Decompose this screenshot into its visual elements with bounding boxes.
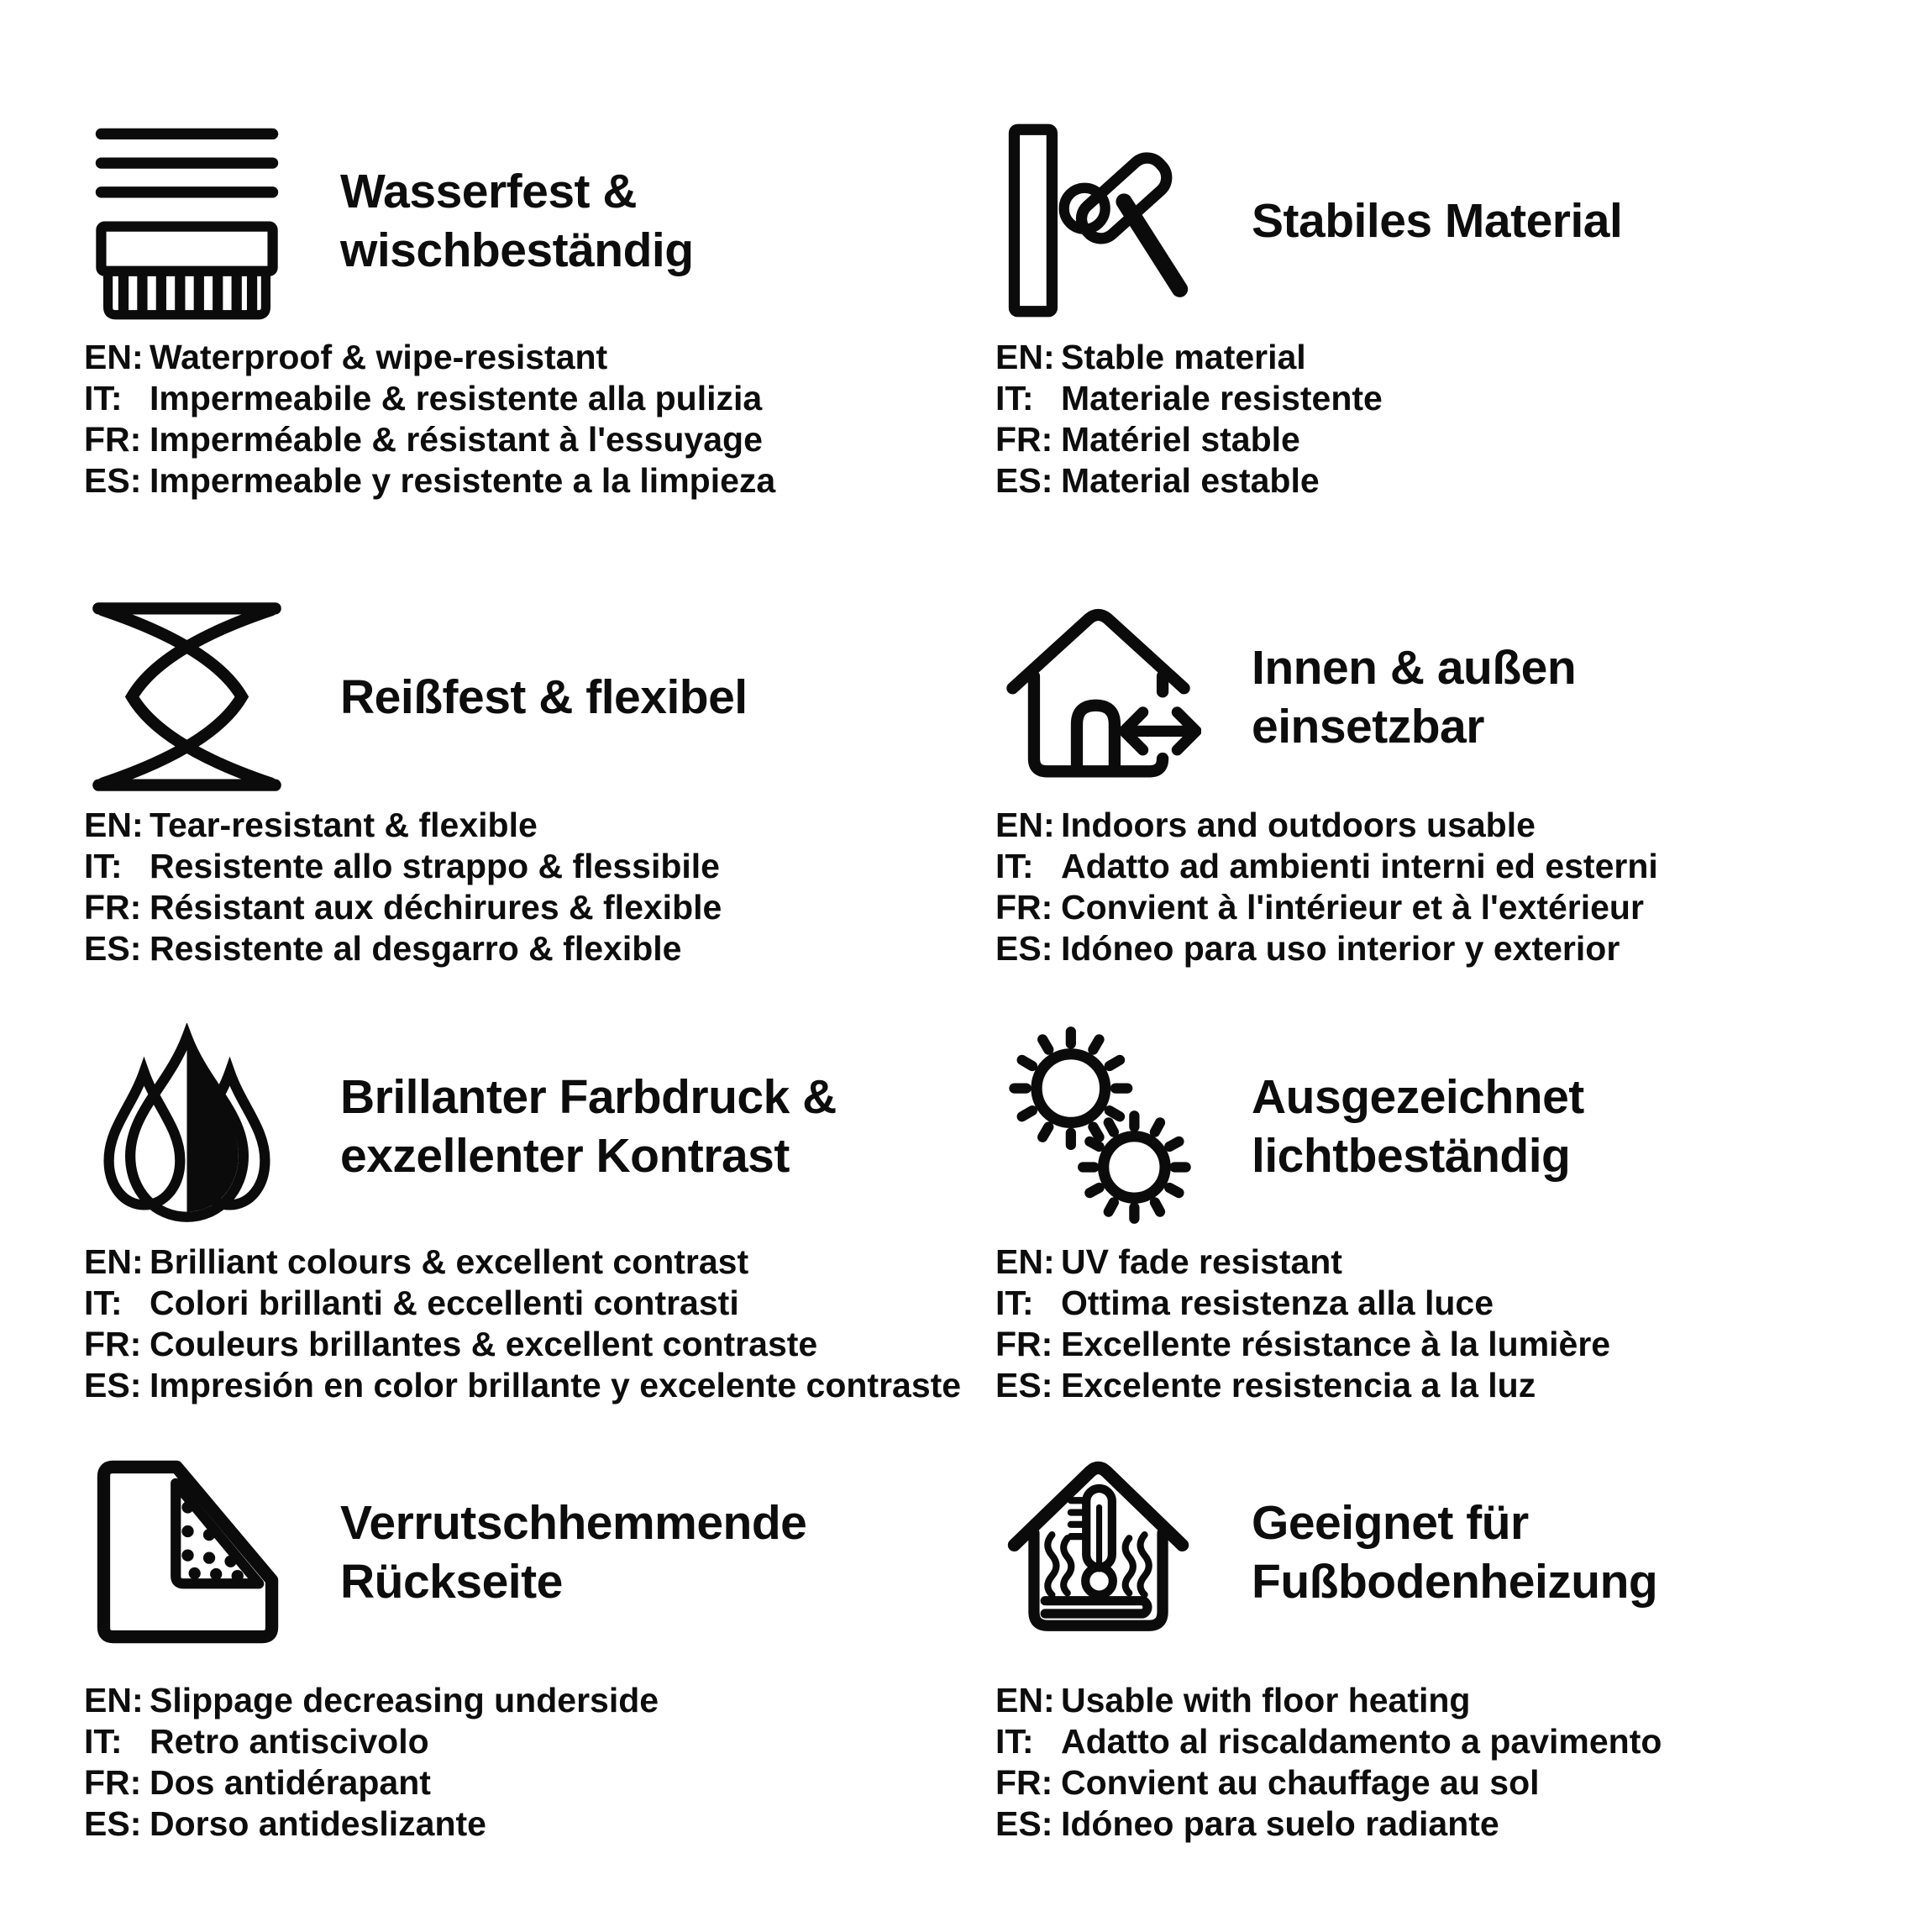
translation-text: Idóneo para uso interior y exterior: [1061, 929, 1620, 968]
translation-text: Excelente resistencia a la luz: [1061, 1366, 1536, 1404]
house-thermometer-icon: [995, 1449, 1205, 1655]
lang-label: IT:: [995, 1284, 1034, 1322]
feature-title: [1252, 192, 1622, 250]
lang-label: IT:: [84, 1722, 123, 1761]
feature-header: [84, 118, 995, 323]
lang-label: EN:: [84, 1242, 144, 1281]
translation-row: [995, 1721, 1932, 1762]
translation-row: [84, 337, 995, 378]
translation-text: Material estable: [1061, 461, 1320, 500]
lang-label: EN:: [84, 806, 144, 844]
translation-row: [84, 1721, 995, 1762]
translation-row: [995, 805, 1932, 846]
translation-text: Brilliant colours & excellent contrast: [150, 1242, 749, 1281]
translation-text: Indoors and outdoors usable: [1061, 806, 1536, 844]
lang-label: IT:: [995, 847, 1034, 885]
translation-text: Impresión en color brillante y excelente contraste: [150, 1366, 962, 1404]
translation-list: [995, 337, 1932, 501]
translation-text: Résistant aux déchirures & flexible: [150, 888, 722, 927]
twisted-band-icon: [84, 594, 294, 800]
translation-row: [84, 1242, 995, 1283]
translation-text: Usable with floor heating: [1061, 1681, 1471, 1719]
translation-text: Ottima resistenza alla luce: [1061, 1284, 1494, 1322]
translation-text: Resistente allo strappo & flessibile: [150, 847, 720, 885]
feature-title: [1252, 1494, 1657, 1611]
feature-stable-material: [995, 80, 1932, 552]
lang-label: ES:: [995, 929, 1053, 968]
title-line: Fußbodenheizung: [1252, 1554, 1658, 1609]
translation-row: [84, 805, 995, 846]
lang-label: EN:: [995, 1242, 1055, 1281]
translation-text: Materiale resistente: [1061, 379, 1383, 417]
lang-label: EN:: [995, 338, 1055, 376]
title-line: Ausgezeichnet: [1252, 1069, 1584, 1124]
translation-row: [84, 378, 995, 419]
lang-label: ES:: [84, 461, 142, 500]
lang-label: EN:: [84, 1681, 144, 1719]
lang-label: FR:: [995, 1763, 1053, 1802]
feature-title: [340, 1068, 837, 1185]
lang-label: FR:: [995, 888, 1053, 927]
feature-header: [995, 1449, 1932, 1655]
lang-label: ES:: [84, 1366, 142, 1404]
translation-text: Convient au chauffage au sol: [1061, 1763, 1540, 1802]
translation-row: [995, 928, 1932, 969]
translation-text: Convient à l'intérieur et à l'extérieur: [1061, 888, 1644, 927]
title-line: lichtbeständig: [1252, 1128, 1571, 1183]
translation-row: [84, 460, 995, 501]
translation-text: Matériel stable: [1061, 420, 1300, 459]
lang-label: FR:: [995, 420, 1053, 459]
house-arrows-icon: [995, 594, 1205, 800]
translation-row: [995, 1324, 1932, 1365]
translation-list: [84, 337, 995, 501]
translation-list: [995, 1680, 1932, 1845]
translation-text: Impermeable y resistente a la limpieza: [150, 461, 776, 500]
translation-text: Excellente résistance à la lumière: [1061, 1325, 1611, 1363]
translation-row: [995, 1283, 1932, 1324]
translation-row: [84, 419, 995, 460]
translation-text: Retro antiscivolo: [150, 1722, 429, 1761]
lang-label: FR:: [84, 420, 142, 459]
title-line: Innen & außen: [1252, 640, 1577, 695]
translation-row: [995, 1242, 1932, 1283]
lang-label: IT:: [995, 1722, 1034, 1761]
feature-indoor-outdoor: [995, 552, 1932, 1005]
translation-row: [995, 419, 1932, 460]
lang-label: FR:: [84, 888, 142, 927]
title-line: Reißfest & flexibel: [340, 669, 748, 724]
lang-label: ES:: [84, 929, 142, 968]
translation-text: Dorso antideslizante: [150, 1804, 486, 1843]
lang-label: IT:: [84, 1284, 123, 1322]
title-line: Geeignet für: [1252, 1495, 1529, 1550]
translation-row: [84, 928, 995, 969]
feature-title: [340, 668, 748, 727]
feature-floor-heating: [995, 1434, 1932, 1845]
translation-text: Colori brillanti & eccellenti contrasti: [150, 1284, 739, 1322]
translation-text: Adatto al riscaldamento a pavimento: [1061, 1722, 1662, 1761]
title-line: wischbeständig: [340, 223, 694, 277]
lang-label: IT:: [84, 847, 123, 885]
lang-label: FR:: [84, 1763, 142, 1802]
translation-text: UV fade resistant: [1061, 1242, 1342, 1281]
lang-label: IT:: [995, 379, 1034, 417]
feature-header: [995, 118, 1932, 323]
translation-text: Slippage decreasing underside: [150, 1681, 659, 1719]
feature-header: [84, 1023, 995, 1229]
lang-label: ES:: [995, 1804, 1053, 1843]
translation-text: Tear-resistant & flexible: [150, 806, 538, 844]
lang-label: FR:: [995, 1325, 1053, 1363]
title-line: Wasserfest &: [340, 164, 638, 218]
lang-label: EN:: [84, 338, 144, 376]
translation-row: [84, 1324, 995, 1365]
translation-list: [84, 805, 995, 969]
translation-text: Adatto ad ambienti interni ed esterni: [1061, 847, 1658, 885]
title-line: exzellenter Kontrast: [340, 1128, 790, 1183]
lang-label: ES:: [995, 1366, 1053, 1404]
lang-label: ES:: [995, 461, 1053, 500]
translation-row: [84, 1803, 995, 1845]
title-line: Brillanter Farbdruck &: [340, 1069, 837, 1124]
feature-title: [340, 1494, 806, 1611]
translation-list: [995, 805, 1932, 969]
translation-text: Couleurs brillantes & excellent contraste: [150, 1325, 818, 1363]
board-hammer-icon: [995, 118, 1205, 323]
translation-row: [995, 1803, 1932, 1845]
translation-row: [995, 378, 1932, 419]
translation-row: [995, 460, 1932, 501]
title-line: Rückseite: [340, 1554, 563, 1609]
title-line: Stabiles Material: [1252, 193, 1623, 248]
feature-anti-slip: [84, 1434, 995, 1845]
translation-row: [84, 887, 995, 928]
translation-row: [995, 887, 1932, 928]
translation-row: [995, 1365, 1932, 1406]
feature-light-resistant: [995, 1005, 1932, 1434]
ink-drops-icon: [84, 1023, 294, 1229]
translation-row: [995, 846, 1932, 887]
lang-label: ES:: [84, 1804, 142, 1843]
translation-row: [84, 1680, 995, 1721]
feature-header: [995, 594, 1932, 800]
feature-title: [1252, 1068, 1584, 1185]
feature-brilliant-colours: [84, 1005, 995, 1434]
translation-text: Idóneo para suelo radiante: [1061, 1804, 1499, 1843]
translation-text: Imperméable & résistant à l'essuyage: [150, 420, 763, 459]
translation-text: Dos antidérapant: [150, 1763, 431, 1802]
folded-corner-dots-icon: [84, 1449, 294, 1655]
translation-list: [995, 1242, 1932, 1406]
translation-text: Impermeabile & resistente alla pulizia: [150, 379, 763, 417]
feature-header: [84, 594, 995, 800]
translation-row: [995, 1762, 1932, 1803]
feature-header: [84, 1449, 995, 1655]
translation-row: [995, 337, 1932, 378]
two-suns-icon: [995, 1023, 1205, 1229]
feature-waterproof: [84, 80, 995, 552]
translation-list: [84, 1680, 995, 1845]
feature-tear-resistant: [84, 552, 995, 1005]
lang-label: EN:: [995, 1681, 1055, 1719]
translation-row: [84, 846, 995, 887]
translation-row: [84, 1283, 995, 1324]
feature-title: [1252, 638, 1576, 756]
wipe-resistant-brush-icon: [84, 118, 294, 323]
translation-list: [84, 1242, 995, 1406]
translation-text: Stable material: [1061, 338, 1306, 376]
title-line: Verrutschhemmende: [340, 1495, 807, 1550]
feature-header: [995, 1023, 1932, 1229]
lang-label: EN:: [995, 806, 1055, 844]
translation-row: [84, 1365, 995, 1406]
lang-label: IT:: [84, 379, 123, 417]
translation-text: Waterproof & wipe-resistant: [150, 338, 608, 376]
translation-row: [84, 1762, 995, 1803]
translation-row: [995, 1680, 1932, 1721]
feature-title: [340, 162, 694, 280]
lang-label: FR:: [84, 1325, 142, 1363]
title-line: einsetzbar: [1252, 699, 1484, 753]
translation-text: Resistente al desgarro & flexible: [150, 929, 682, 968]
